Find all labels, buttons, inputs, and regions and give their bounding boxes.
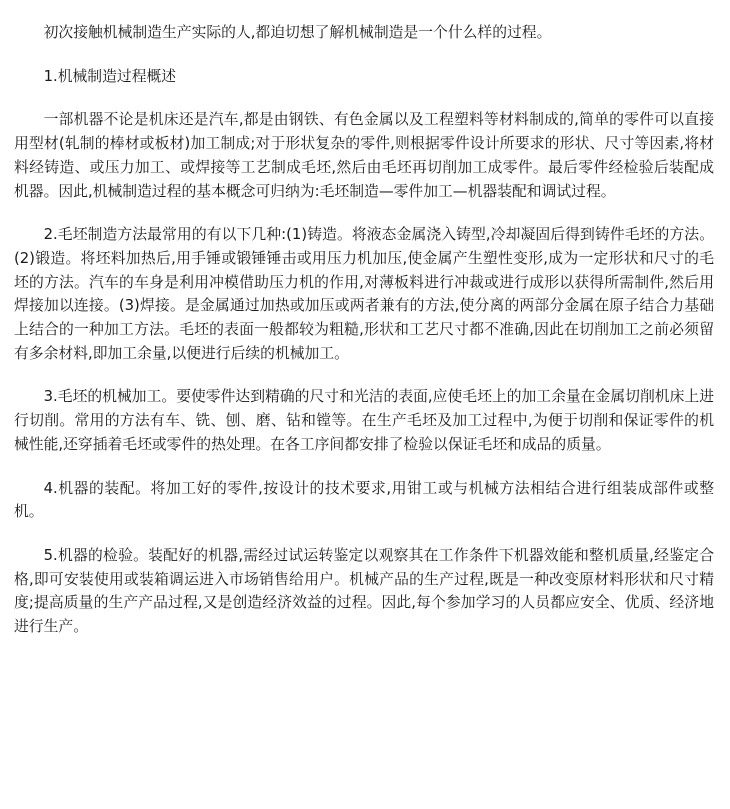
section-heading: 1.机械制造过程概述 bbox=[43, 67, 177, 85]
article-body bbox=[14, 21, 714, 659]
paragraph-blank-making: 2.毛坯制造方法最常用的有以下几种:(1)铸造。将液态金属浇入铸型,冷却凝固后得到铸件毛坯的方法。(2)锻造。将坯料加热后,用手锤或锻锤锤击或用压力机加压,使金属产生塑性变形,成为一定形状和尺寸的毛坯的方法。汽车的车身是利用冲模借助压力机的作用,对薄板料进行冲裁或进行成形以获得所需制件,然后用焊接加以连接。(3)焊接。是金属通过加热或加压或两者兼有的方法,使分离的两部分金属在原子结合力基础上结合的一种加工方法。毛坯的表面一般都较为粗糙,形状和工艺尺寸都不准确,因此在切削加工之前必须留有多余材料,即加工余量,以便进行后续的机械加工。 bbox=[14, 226, 714, 362]
paragraph-machining: 3.毛坯的机械加工。要使零件达到精确的尺寸和光洁的表面,应使毛坯上的加工余量在金属切削机床上进行切削。常用的方法有车、铣、刨、磨、钻和镗等。在生产毛坯及加工过程中,为便于切削和保证零件的机械性能,还穿插着毛坯或零件的热处理。在各工序间都安排了检验以保证毛坯和成品的质量。 bbox=[14, 388, 714, 453]
paragraph-overview: 一部机器不论是机床还是汽车,都是由钢铁、有色金属以及工程塑料等材料制成的,简单的零件可以直接用型材(轧制的棒材或板材)加工制成;对于形状复杂的零件,则根据零件设计所要求的形状、尺寸等因素,将材料经铸造、或压力加工、或焊接等工艺制成毛坯,然后由毛坯再切削加工成零件。最后零件经检验后装配成机器。因此,机械制造过程的基本概念可归纳为:毛坯制造—零件加工—机器装配和调试过程。 bbox=[14, 111, 714, 200]
paragraph-inspection: 5.机器的检验。装配好的机器,需经过试运转鉴定以观察其在工作条件下机器效能和整机质量,经鉴定合格,即可安装使用或装箱调运进入市场销售给用户。机械产品的生产过程,既是一种改变原材料形状和尺寸精度;提高质量的生产产品过程,又是创造经济效益的过程。因此,每个参加学习的人员都应安全、优质、经济地进行生产。 bbox=[14, 546, 714, 636]
intro-paragraph: 初次接触机械制造生产实际的人,都迫切想了解机械制造是一个什么样的过程。 bbox=[43, 24, 552, 41]
paragraph-assembly: 4.机器的装配。将加工好的零件,按设计的技术要求,用钳工或与机械方法相结合进行组装成部件或整机。 bbox=[14, 479, 714, 521]
